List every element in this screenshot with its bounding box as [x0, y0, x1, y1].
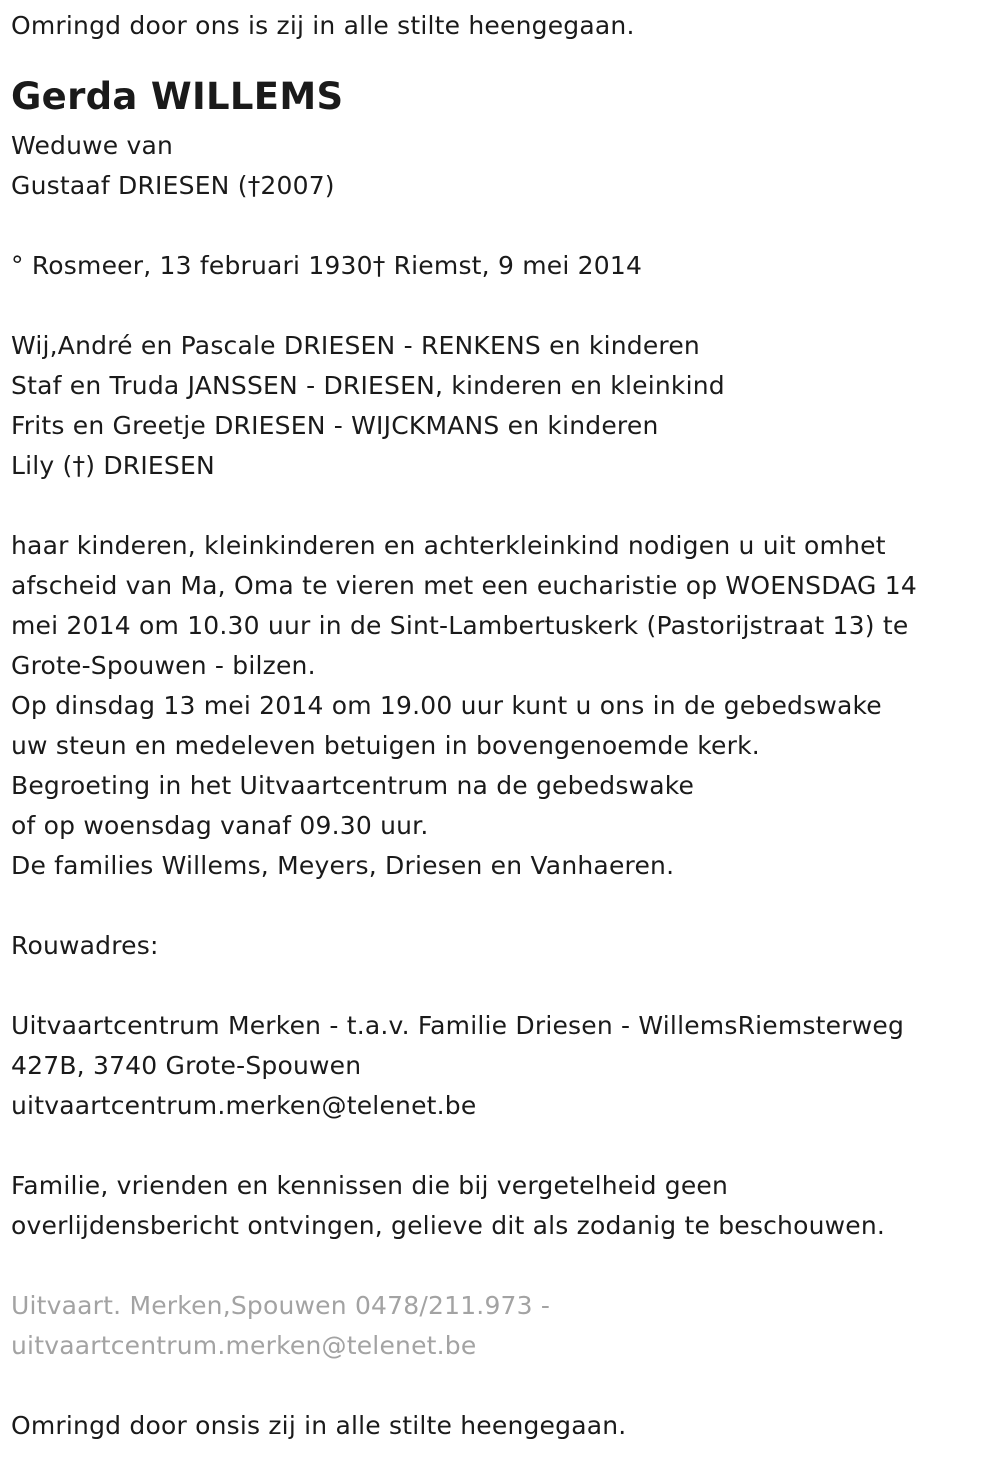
funeral-home-info [11, 1286, 1000, 1366]
spacer [11, 966, 1000, 1006]
spacer [11, 1246, 1000, 1286]
spouse-line: Gustaaf DRIESEN (†2007) [11, 171, 335, 200]
notice-line: overlijdensbericht ontvingen, gelieve dit als zodanig te beschouwen. [11, 1211, 886, 1240]
announcement-line: of op woensdag vanaf 09.30 uur. [11, 811, 429, 840]
spacer [11, 206, 1000, 246]
family-line: Lily (†) DRIESEN [11, 451, 215, 480]
announcement-line: uw steun en medeleven betuigen in bovengenoemde kerk. [11, 731, 760, 760]
announcement-text [11, 526, 1000, 886]
address-label: Rouwadres: [11, 931, 159, 960]
spacer [11, 1366, 1000, 1406]
widow-line: Weduwe van [11, 131, 174, 160]
notice-line: Familie, vrienden en kennissen die bij vergetelheid geen [11, 1171, 729, 1200]
address-block [11, 1006, 1000, 1126]
funeral-home-line: Uitvaart. Merken,Spouwen 0478/211.973 - [11, 1291, 551, 1320]
deceased-name: Gerda WILLEMS [11, 75, 344, 118]
opening-line: Omringd door ons is zij in alle stilte heengegaan. [11, 11, 635, 40]
address-line: 427B, 3740 Grote-Spouwen [11, 1051, 362, 1080]
spacer [11, 886, 1000, 926]
funeral-home-email: uitvaartcentrum.merken@telenet.be [11, 1331, 477, 1360]
family-list [11, 326, 1000, 486]
announcement-line: Begroeting in het Uitvaartcentrum na de gebedswake [11, 771, 695, 800]
announcement-line: afscheid van Ma, Oma te vieren met een eucharistie op WOENSDAG 14 [11, 571, 917, 600]
spacer [11, 486, 1000, 526]
announcement-line: haar kinderen, kleinkinderen en achterkleinkind nodigen u uit omhet [11, 531, 886, 560]
spacer [11, 1126, 1000, 1166]
address-line: Uitvaartcentrum Merken - t.a.v. Familie Driesen - WillemsRiemsterweg [11, 1011, 905, 1040]
announcement-line: Op dinsdag 13 mei 2014 om 19.00 uur kunt u ons in de gebedswake [11, 691, 882, 720]
closing-line: Omringd door onsis zij in alle stilte heengegaan. [11, 1411, 627, 1440]
family-line: Frits en Greetje DRIESEN - WIJCKMANS en kinderen [11, 411, 659, 440]
address-email: uitvaartcentrum.merken@telenet.be [11, 1091, 477, 1120]
family-line: Wij,André en Pascale DRIESEN - RENKENS en kinderen [11, 331, 700, 360]
announcement-line: mei 2014 om 10.30 uur in de Sint-Lambertuskerk (Pastorijstraat 13) te [11, 611, 909, 640]
announcement-line: De families Willems, Meyers, Driesen en Vanhaeren. [11, 851, 675, 880]
spacer [11, 286, 1000, 326]
notice-text [11, 1166, 1000, 1246]
family-line: Staf en Truda JANSSEN - DRIESEN, kinderen en kleinkind [11, 371, 725, 400]
birth-death-line: ° Rosmeer, 13 februari 1930† Riemst, 9 mei 2014 [11, 251, 643, 280]
announcement-line: Grote-Spouwen - bilzen. [11, 651, 316, 680]
